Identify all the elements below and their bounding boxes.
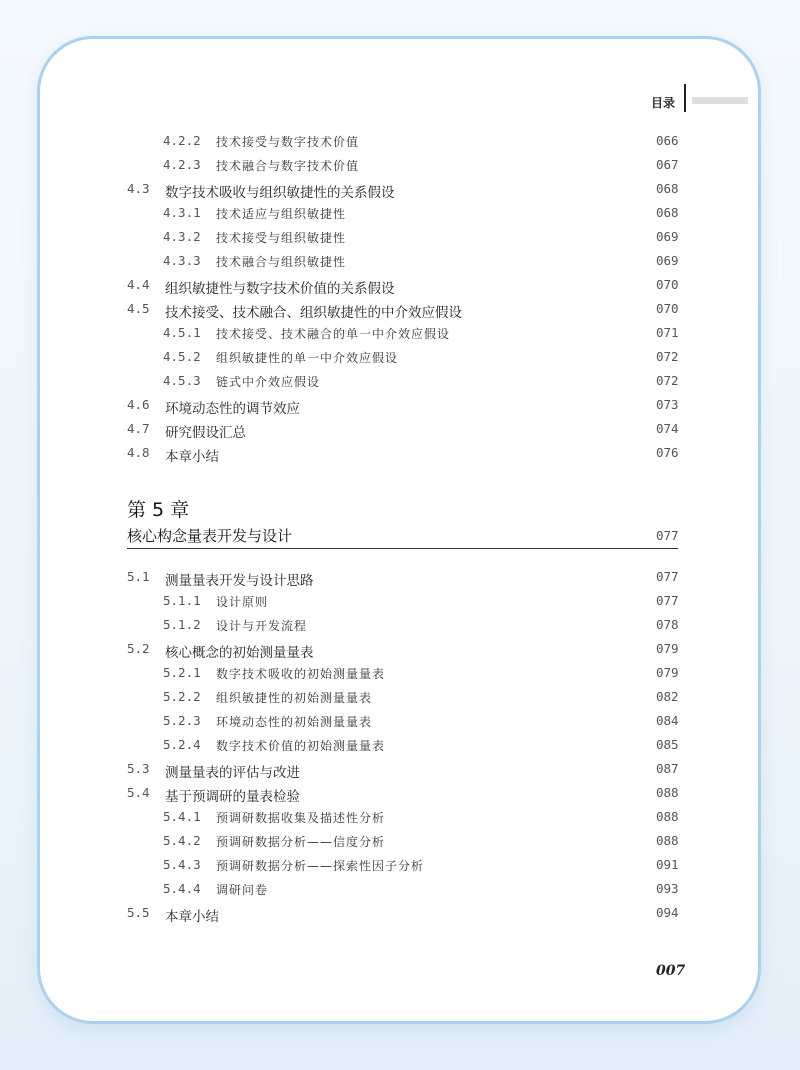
toc-entry-number: 4.2.2 [163, 133, 201, 148]
toc-entry-page: 082 [656, 689, 679, 704]
toc-entry-page: 084 [656, 713, 679, 728]
toc-entry[interactable] [0, 157, 800, 181]
toc-entry-title: 基于预调研的量表检验 [165, 789, 300, 805]
toc-entry[interactable] [0, 277, 800, 301]
toc-entry-title: 本章小结 [165, 449, 219, 465]
toc-entry-number: 4.6 [127, 397, 150, 412]
toc-entry-number: 4.3.3 [163, 253, 201, 268]
toc-entry-number: 5.2.4 [163, 737, 201, 752]
toc-entry-page: 070 [656, 301, 679, 316]
toc-entry-title: 技术融合与数字技术价值 [216, 159, 360, 173]
toc-entry[interactable] [0, 785, 800, 809]
toc-entry-page: 073 [656, 397, 679, 412]
toc-entry-number: 5.4.4 [163, 881, 201, 896]
toc-entry[interactable] [0, 253, 800, 277]
toc-entry-page: 094 [656, 905, 679, 920]
toc-entry-title: 预调研数据收集及描述性分析 [216, 811, 386, 825]
toc-entry-page: 071 [656, 325, 679, 340]
toc-entry-title: 研究假设汇总 [165, 425, 246, 441]
toc-entry-title: 数字技术吸收与组织敏捷性的关系假设 [165, 185, 395, 201]
toc-entry-page: 085 [656, 737, 679, 752]
toc-entry-title: 设计与开发流程 [216, 619, 308, 633]
toc-entry-page: 093 [656, 881, 679, 896]
toc-entry-number: 4.3.1 [163, 205, 201, 220]
toc-entry-number: 4.3.2 [163, 229, 201, 244]
toc-entry-number: 5.2 [127, 641, 150, 656]
toc-entry[interactable] [0, 737, 800, 761]
toc-entry-page: 088 [656, 809, 679, 824]
toc-entry[interactable] [0, 445, 800, 469]
header-decoration-bar [692, 97, 748, 104]
toc-entry[interactable] [0, 593, 800, 617]
toc-entry[interactable] [0, 181, 800, 205]
toc-entry-page: 069 [656, 229, 679, 244]
footer-page-number: 007 [656, 963, 686, 979]
toc-entry-number: 4.5.2 [163, 349, 201, 364]
toc-entry-page: 070 [656, 277, 679, 292]
toc-entry[interactable] [0, 325, 800, 349]
toc-entry[interactable] [0, 761, 800, 785]
chapter-title[interactable]: 核心构念量表开发与设计 [127, 527, 293, 545]
toc-entry-page: 068 [656, 205, 679, 220]
toc-entry[interactable] [0, 205, 800, 229]
toc-entry-number: 5.4.1 [163, 809, 201, 824]
toc-entry-title: 技术接受、技术融合、组织敏捷性的中介效应假设 [165, 305, 462, 321]
toc-entry-number: 4.5.3 [163, 373, 201, 388]
toc-entry-title: 预调研数据分析——探索性因子分析 [216, 859, 425, 873]
toc-entry[interactable] [0, 301, 800, 325]
toc-entry-title: 核心概念的初始测量量表 [165, 645, 314, 661]
toc-entry[interactable] [0, 229, 800, 253]
toc-entry-number: 4.3 [127, 181, 150, 196]
toc-entry[interactable] [0, 905, 800, 929]
toc-entry[interactable] [0, 617, 800, 641]
toc-entry[interactable] [0, 665, 800, 689]
toc-entry[interactable] [0, 569, 800, 593]
toc-entry-page: 079 [656, 641, 679, 656]
toc-entry-page: 078 [656, 617, 679, 632]
toc-entry-page: 076 [656, 445, 679, 460]
toc-entry-number: 4.5 [127, 301, 150, 316]
toc-entry-page: 068 [656, 181, 679, 196]
toc-entry[interactable] [0, 349, 800, 373]
toc-entry-page: 074 [656, 421, 679, 436]
toc-entry-page: 088 [656, 785, 679, 800]
toc-entry-page: 079 [656, 665, 679, 680]
toc-entry-title: 组织敏捷性的单一中介效应假设 [216, 351, 399, 365]
chapter-number: 第 5 章 [127, 499, 190, 521]
toc-entry-title: 数字技术价值的初始测量量表 [216, 739, 386, 753]
toc-entry-number: 5.4 [127, 785, 150, 800]
toc-entry-title: 环境动态性的初始测量量表 [216, 715, 373, 729]
toc-entry-title: 调研问卷 [216, 883, 269, 897]
chapter-underline [127, 548, 678, 549]
toc-entry-title: 技术接受与数字技术价值 [216, 135, 360, 149]
toc-entry-page: 067 [656, 157, 679, 172]
toc-entry-number: 5.1.2 [163, 617, 201, 632]
toc-entry-title: 测量量表开发与设计思路 [165, 573, 314, 589]
toc-entry-number: 4.4 [127, 277, 150, 292]
toc-entry-number: 5.4.2 [163, 833, 201, 848]
toc-entry-title: 预调研数据分析——信度分析 [216, 835, 386, 849]
toc-entry-number: 5.3 [127, 761, 150, 776]
toc-entry-number: 4.5.1 [163, 325, 201, 340]
chapter-page-number: 077 [656, 528, 679, 543]
toc-entry[interactable] [0, 421, 800, 445]
toc-entry-number: 5.2.2 [163, 689, 201, 704]
toc-entry[interactable] [0, 833, 800, 857]
toc-entry[interactable] [0, 881, 800, 905]
toc-entry-page: 091 [656, 857, 679, 872]
toc-entry[interactable] [0, 809, 800, 833]
toc-entry-number: 5.4.3 [163, 857, 201, 872]
toc-entry-page: 077 [656, 569, 679, 584]
toc-entry-number: 5.2.3 [163, 713, 201, 728]
toc-entry-title: 数字技术吸收的初始测量量表 [216, 667, 386, 681]
toc-entry-number: 4.8 [127, 445, 150, 460]
header-divider [684, 84, 686, 112]
toc-entry[interactable] [0, 133, 800, 157]
toc-entry-number: 4.7 [127, 421, 150, 436]
toc-entry-number: 5.1 [127, 569, 150, 584]
toc-entry[interactable] [0, 373, 800, 397]
toc-entry-page: 087 [656, 761, 679, 776]
toc-entry-page: 066 [656, 133, 679, 148]
toc-entry-page: 072 [656, 349, 679, 364]
toc-entry-page: 077 [656, 593, 679, 608]
toc-entry-number: 5.1.1 [163, 593, 201, 608]
running-header: 目录 [651, 96, 676, 110]
toc-entry-title: 组织敏捷性的初始测量量表 [216, 691, 373, 705]
toc-entry-page: 072 [656, 373, 679, 388]
toc-entry-title: 本章小结 [165, 909, 219, 925]
toc-entry[interactable] [0, 641, 800, 665]
toc-entry[interactable] [0, 857, 800, 881]
toc-entry-number: 4.2.3 [163, 157, 201, 172]
toc-entry-title: 测量量表的评估与改进 [165, 765, 300, 781]
toc-entry-title: 组织敏捷性与数字技术价值的关系假设 [165, 281, 395, 297]
toc-entry-title: 设计原则 [216, 595, 269, 609]
toc-entry-page: 088 [656, 833, 679, 848]
toc-entry-title: 环境动态性的调节效应 [165, 401, 300, 417]
toc-entry[interactable] [0, 713, 800, 737]
toc-entry-title: 链式中介效应假设 [216, 375, 321, 389]
toc-entry[interactable] [0, 397, 800, 421]
toc-entry-title: 技术融合与组织敏捷性 [216, 255, 347, 269]
toc-entry-number: 5.2.1 [163, 665, 201, 680]
toc-entry-title: 技术接受、技术融合的单一中介效应假设 [216, 327, 451, 341]
toc-entry[interactable] [0, 689, 800, 713]
toc-entry-number: 5.5 [127, 905, 150, 920]
toc-entry-title: 技术适应与组织敏捷性 [216, 207, 347, 221]
toc-entry-title: 技术接受与组织敏捷性 [216, 231, 347, 245]
toc-entry-page: 069 [656, 253, 679, 268]
